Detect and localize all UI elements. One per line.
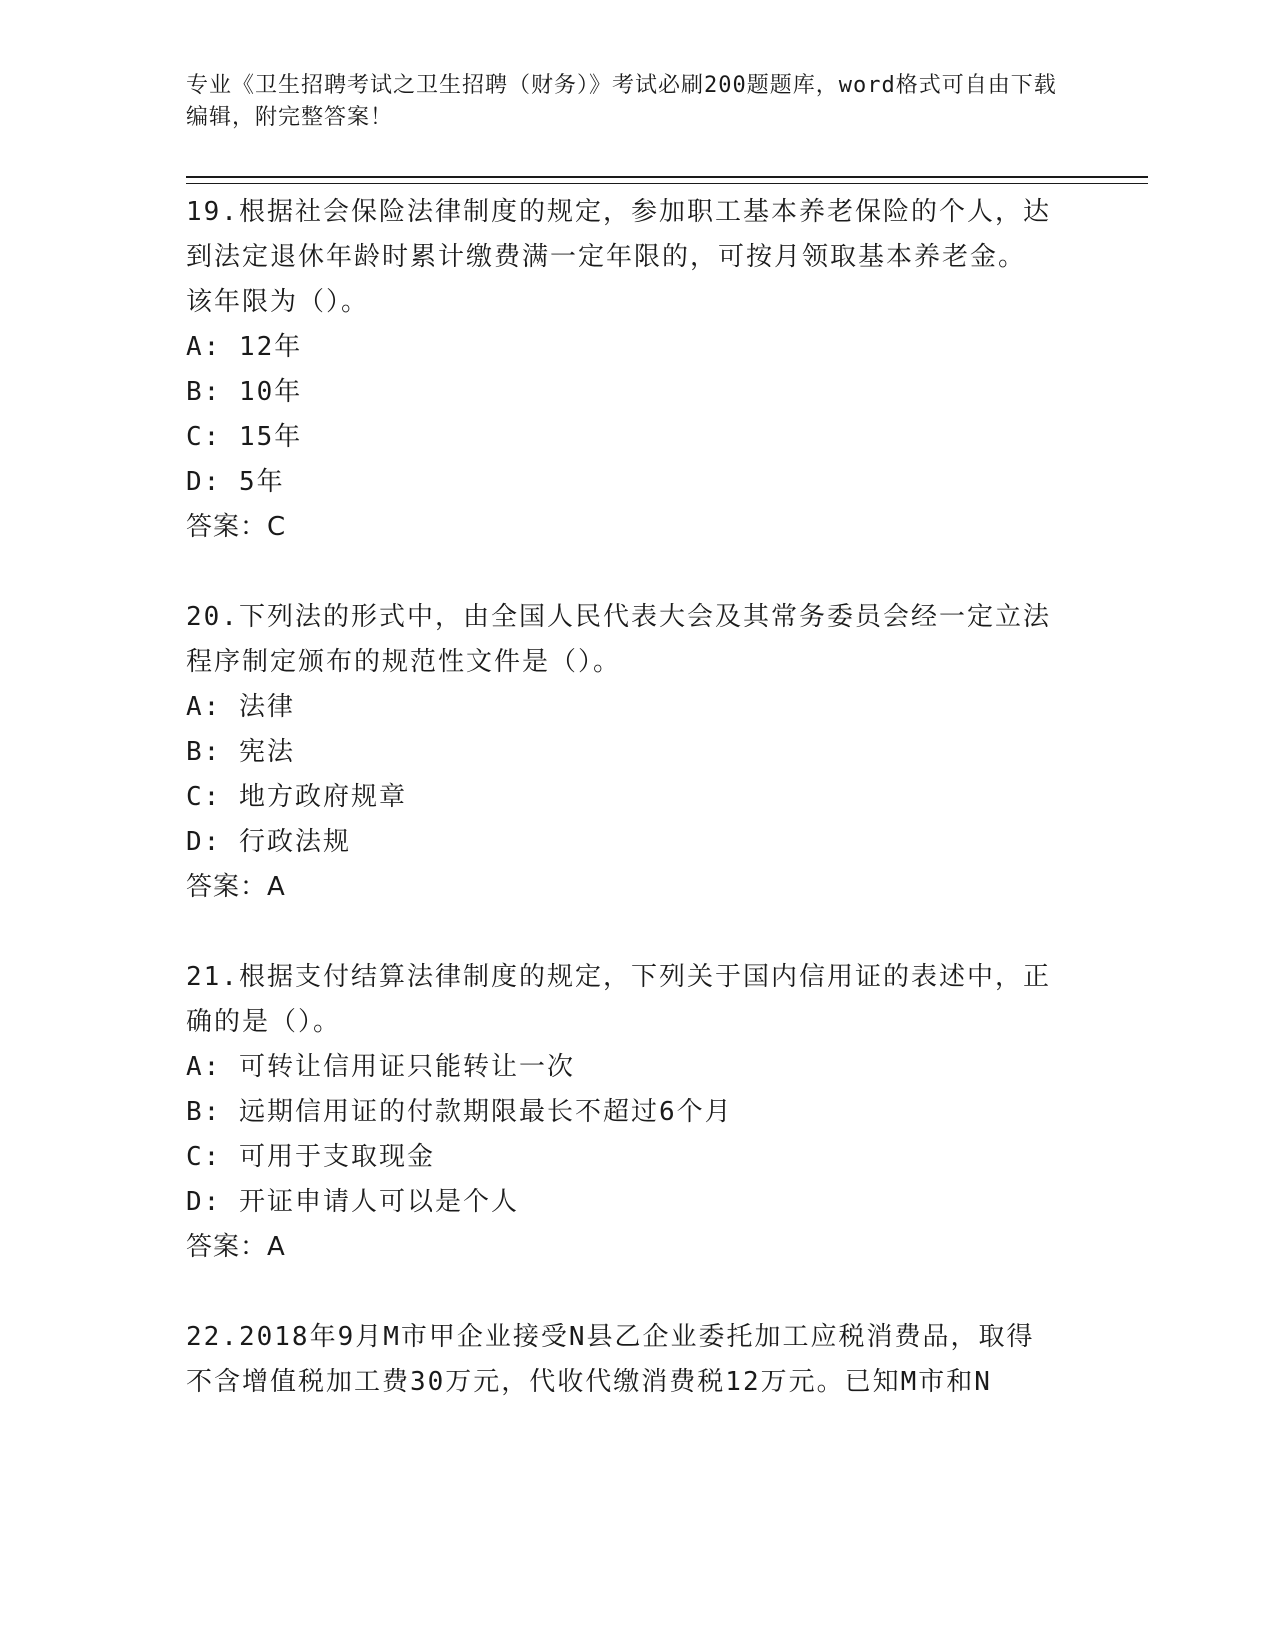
answer: 答案：A bbox=[186, 872, 286, 902]
question-text-line: 该年限为（）。 bbox=[186, 287, 370, 317]
option-d: D: 开证申请人可以是个人 bbox=[186, 1187, 519, 1217]
option-c: C: 15年 bbox=[186, 422, 303, 452]
option-d: D: 5年 bbox=[186, 467, 285, 497]
question-text-line: 程序制定颁布的规范性文件是（）。 bbox=[186, 647, 622, 677]
question-19 bbox=[186, 190, 1086, 550]
answer: 答案：C bbox=[186, 512, 287, 542]
option-b: B: 10年 bbox=[186, 377, 303, 407]
header-rule-thick bbox=[186, 176, 1148, 178]
question-spacer bbox=[186, 910, 1086, 955]
question-spacer bbox=[186, 1270, 1086, 1315]
question-text-line: 不含增值税加工费30万元，代收代缴消费税12万元。已知M市和N bbox=[186, 1367, 992, 1397]
question-20 bbox=[186, 595, 1086, 910]
question-21 bbox=[186, 955, 1086, 1270]
question-text-line: 到法定退休年龄时累计缴费满一定年限的，可按月领取基本养老金。 bbox=[186, 242, 1027, 272]
option-a: A: 可转让信用证只能转让一次 bbox=[186, 1052, 575, 1082]
header-rule-thin bbox=[186, 183, 1148, 184]
option-c: C: 地方政府规章 bbox=[186, 782, 407, 812]
question-text-line: 确的是（）。 bbox=[186, 1007, 342, 1037]
option-c: C: 可用于支取现金 bbox=[186, 1142, 435, 1172]
option-b: B: 宪法 bbox=[186, 737, 295, 767]
question-list bbox=[186, 190, 1086, 1405]
answer: 答案：A bbox=[186, 1232, 286, 1262]
question-text-line: 22.2018年9月M市甲企业接受N县乙企业委托加工应税消费品，取得 bbox=[186, 1322, 1035, 1352]
option-a: A: 12年 bbox=[186, 332, 303, 362]
question-spacer bbox=[186, 550, 1086, 595]
option-d: D: 行政法规 bbox=[186, 827, 351, 857]
question-text-line: 21.根据支付结算法律制度的规定，下列关于国内信用证的表述中，正 bbox=[186, 962, 1051, 992]
option-a: A: 法律 bbox=[186, 692, 295, 722]
option-b: B: 远期信用证的付款期限最长不超过6个月 bbox=[186, 1097, 733, 1127]
document-header: 专业《卫生招聘考试之卫生招聘（财务）》考试必刷200题题库，word格式可自由下载编辑，附完整答案！ bbox=[186, 73, 1057, 130]
question-text-line: 20.下列法的形式中，由全国人民代表大会及其常务委员会经一定立法 bbox=[186, 602, 1051, 632]
question-text-line: 19.根据社会保险法律制度的规定，参加职工基本养老保险的个人，达 bbox=[186, 197, 1051, 227]
question-22 bbox=[186, 1315, 1086, 1405]
